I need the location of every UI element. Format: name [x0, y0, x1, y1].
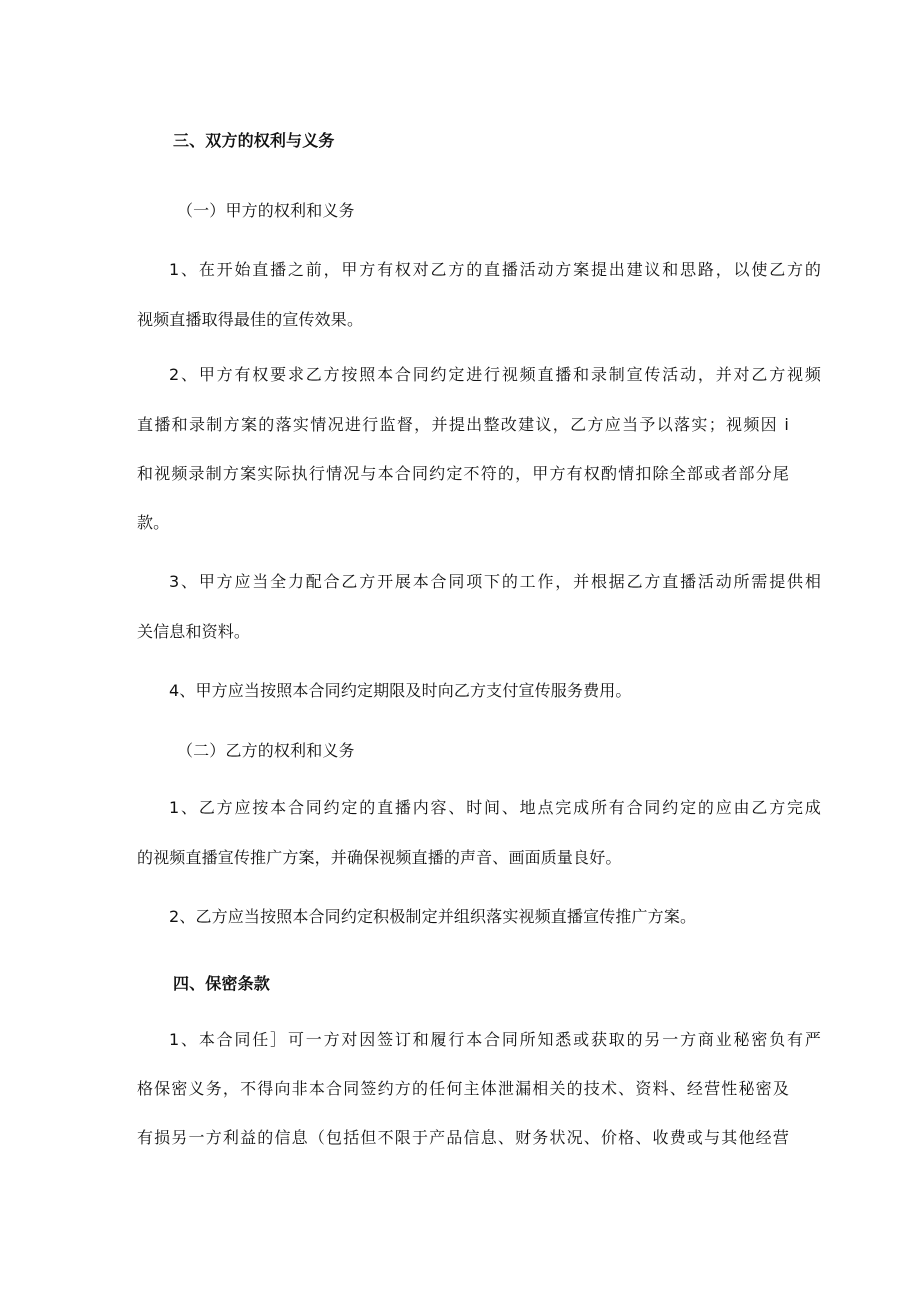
paragraph-a2-line-4: 款。: [137, 513, 170, 532]
paragraph-c1-line-3: 有损另一方利益的信息（包括但不限于产品信息、财务状况、价格、收费或与其他经营: [137, 1128, 789, 1147]
paragraph-b1-line-2: 的视频直播宣传推广方案，并确保视频直播的声音、画面质量良好。: [137, 848, 622, 867]
paragraph-b2-line-1: 2、乙方应当按照本合同约定积极制定并组织落实视频直播宣传推广方案。: [169, 907, 697, 926]
paragraph-a2-line-1: 2、甲方有权要求乙方按照本合同约定进行视频直播和录制宣传活动，并对乙方视频: [169, 365, 821, 384]
paragraph-a2-line-2: 直播和录制方案的落实情况进行监督，并提出整改建议，乙方应当予以落实；视频因 i: [137, 415, 789, 434]
paragraph-a3-line-1: 3、甲方应当全力配合乙方开展本合同项下的工作，并根据乙方直播活动所需提供相: [169, 572, 821, 591]
section-4-heading: 四、保密条款: [173, 974, 270, 993]
section-3-heading: 三、双方的权利与义务: [173, 131, 335, 150]
subsection-a-heading: （一）甲方的权利和义务: [177, 201, 355, 220]
paragraph-a2-line-3: 和视频录制方案实际执行情况与本合同约定不符的，甲方有权酌情扣除全部或者部分尾: [137, 464, 789, 483]
paragraph-b1-line-1: 1、乙方应按本合同约定的直播内容、时间、地点完成所有合同约定的应由乙方完成: [169, 798, 821, 817]
paragraph-c1-line-1: 1、本合同任］可一方对因签订和履行本合同所知悉或获取的另一方商业秘密负有严: [169, 1030, 821, 1049]
paragraph-a1-line-1: 1、在开始直播之前，甲方有权对乙方的直播活动方案提出建议和思路，以使乙方的: [169, 260, 821, 279]
paragraph-c1-line-2: 格保密义务，不得向非本合同签约方的任何主体泄漏相关的技术、资料、经营性秘密及: [137, 1079, 789, 1098]
paragraph-a4-line-1: 4、甲方应当按照本合同约定期限及时向乙方支付宣传服务费用。: [169, 681, 632, 700]
paragraph-a1-line-2: 视频直播取得最佳的宣传效果。: [137, 310, 364, 329]
paragraph-a3-line-2: 关信息和资料。: [137, 622, 251, 641]
subsection-b-heading: （二）乙方的权利和义务: [177, 741, 355, 760]
